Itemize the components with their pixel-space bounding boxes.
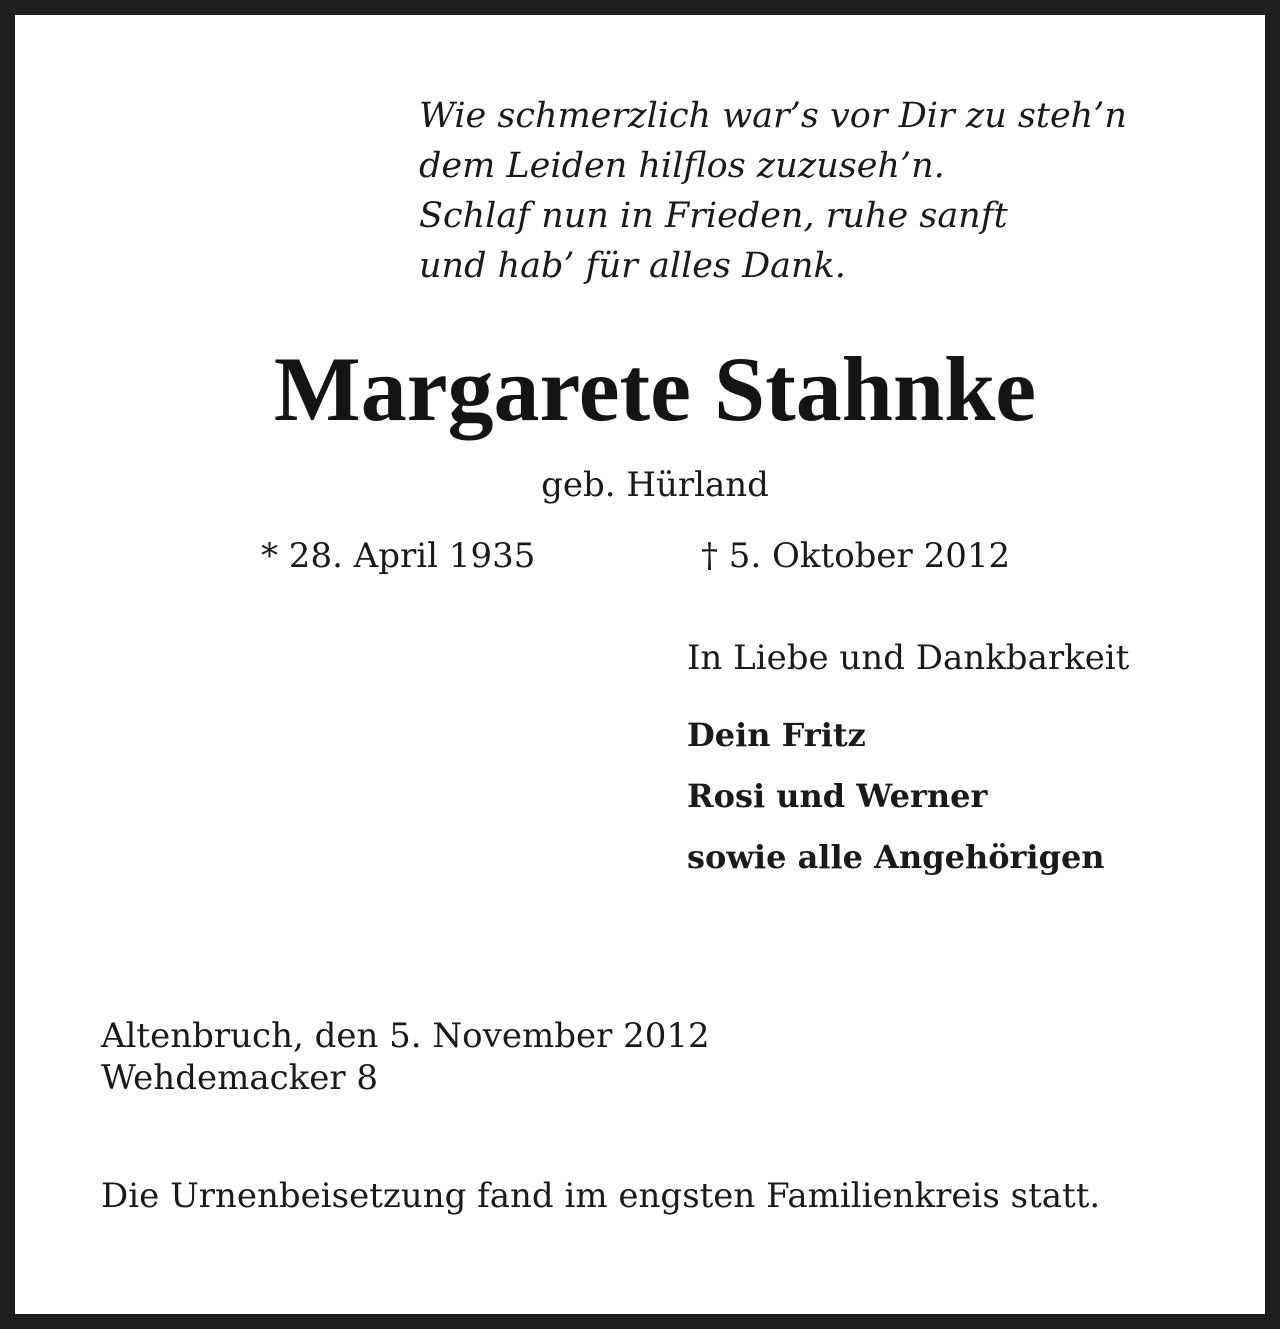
mourners-list xyxy=(687,705,1105,888)
poem-line: Wie schmerzlich war’s vor Dir zu steh’n xyxy=(419,96,1127,136)
mourners-intro: In Liebe und Dankbarkeit xyxy=(687,638,1130,678)
address: Wehdemacker 8 xyxy=(101,1058,379,1098)
mourner-name: sowie alle Angehörigen xyxy=(687,838,1105,876)
maiden-name: geb. Hürland xyxy=(541,465,769,505)
place-and-address xyxy=(101,1015,710,1099)
burial-notice: Die Urnenbeisetzung fand im engsten Familienkreis statt. xyxy=(101,1176,1101,1216)
poem-line: dem Leiden hilflos zuzuseh’n. xyxy=(419,146,945,186)
birth-date: * 28. April 1935 xyxy=(261,536,536,576)
memorial-poem xyxy=(419,91,1239,291)
place-date: Altenbruch, den 5. November 2012 xyxy=(101,1016,710,1056)
death-date: † 5. Oktober 2012 xyxy=(701,536,1011,576)
deceased-name: Margarete Stahnke xyxy=(273,338,1037,440)
mourner-name: Dein Fritz xyxy=(687,716,866,754)
mourner-name: Rosi und Werner xyxy=(687,777,988,815)
poem-line: und hab’ für alles Dank. xyxy=(419,246,846,286)
poem-line: Schlaf nun in Frieden, ruhe sanft xyxy=(419,196,1008,236)
